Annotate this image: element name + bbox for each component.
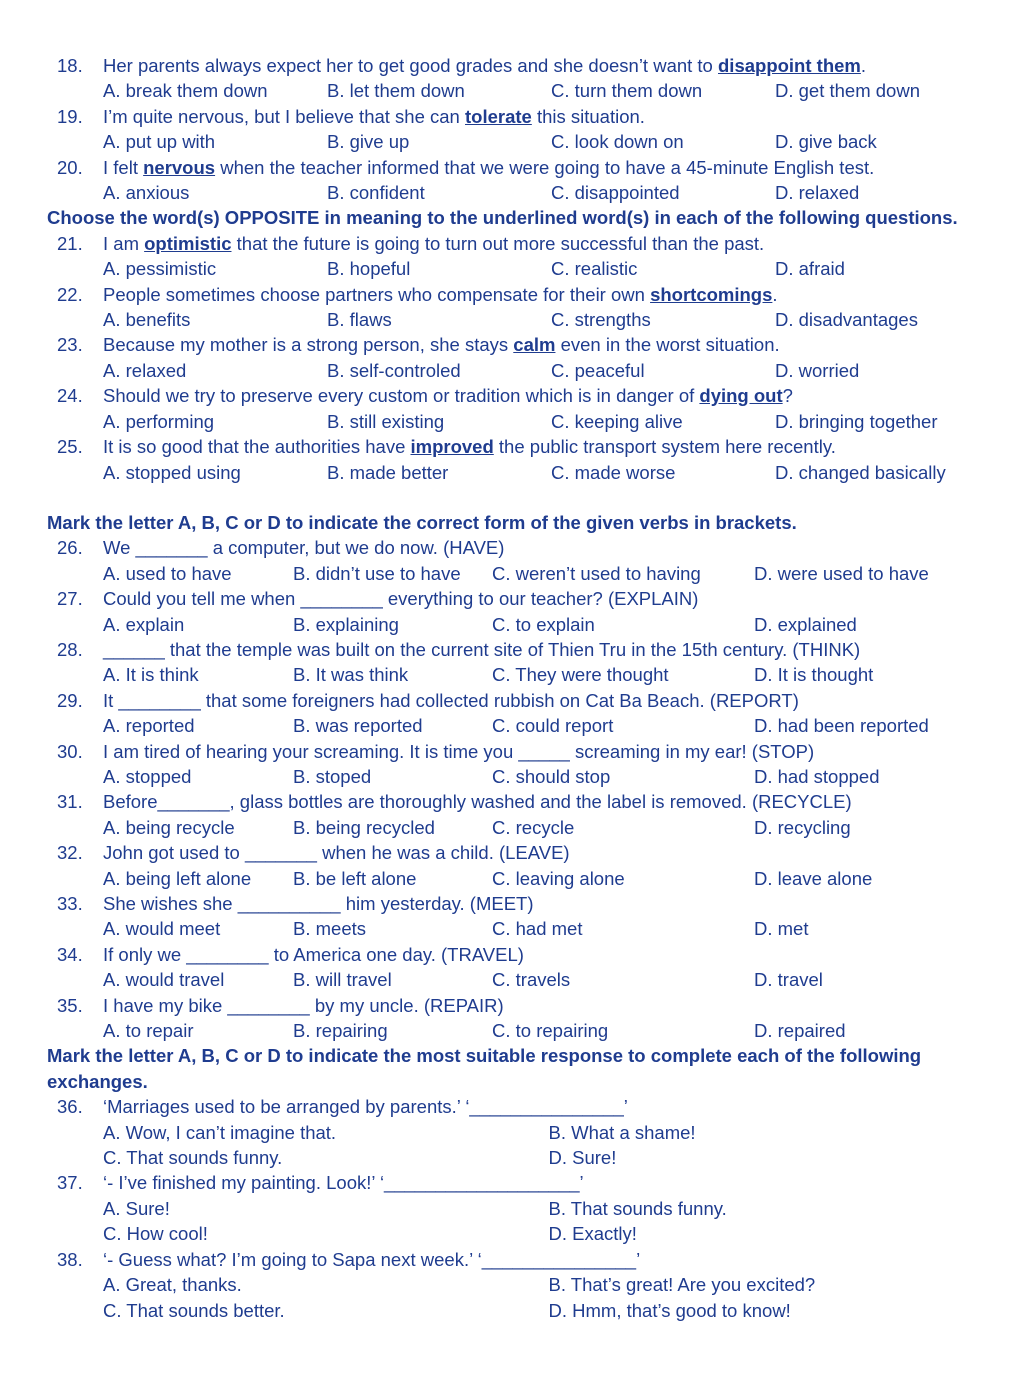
answer-option: A. would meet bbox=[103, 918, 221, 940]
answer-option: D. repaired bbox=[754, 1020, 846, 1042]
answer-option: B. still existing bbox=[327, 410, 445, 432]
stem-text: We _______ a computer, but we do now. (HAVE) bbox=[103, 537, 505, 559]
question-item bbox=[47, 637, 994, 688]
question-item bbox=[47, 586, 994, 637]
options-row bbox=[103, 1221, 994, 1246]
question-stem bbox=[103, 739, 994, 764]
answer-option: B. give up bbox=[327, 131, 410, 153]
options-row bbox=[103, 409, 994, 434]
answer-option: D. explained bbox=[754, 613, 857, 635]
question-number: 20. bbox=[57, 156, 83, 178]
answer-option: C. That sounds funny. bbox=[103, 1147, 283, 1169]
options-row bbox=[103, 866, 994, 891]
options-row bbox=[103, 764, 994, 789]
stem-text: Before_______, glass bottles are thoroughly washed and the label is removed. (RECYCLE) bbox=[103, 791, 852, 813]
options-row bbox=[103, 358, 994, 383]
question-item bbox=[47, 840, 994, 891]
question-stem bbox=[103, 231, 994, 256]
answer-option: B. That sounds funny. bbox=[548, 1197, 727, 1219]
answer-option: A. break them down bbox=[103, 80, 268, 102]
question-item bbox=[47, 535, 994, 586]
answer-option: C. leaving alone bbox=[492, 867, 625, 889]
stem-text-before: I felt bbox=[103, 156, 144, 178]
answer-option: D. recycling bbox=[754, 816, 851, 838]
stem-text-after: this situation. bbox=[531, 105, 645, 127]
question-number: 18. bbox=[57, 55, 83, 76]
question-item bbox=[47, 1170, 994, 1246]
question-number: 22. bbox=[57, 283, 83, 305]
question-item bbox=[47, 688, 994, 739]
answer-option: B. repairing bbox=[293, 1020, 388, 1042]
section-responses bbox=[47, 1094, 994, 1323]
underlined-word: calm bbox=[513, 334, 556, 356]
answer-option: A. used to have bbox=[103, 562, 232, 584]
answer-option: A. Sure! bbox=[103, 1197, 170, 1219]
question-stem bbox=[103, 104, 994, 129]
stem-text: ‘Marriages used to be arranged by parents.’ ‘_______________’ bbox=[103, 1096, 628, 1118]
stem-text: Could you tell me when ________ everything to our teacher? (EXPLAIN) bbox=[103, 588, 699, 610]
question-stem bbox=[103, 789, 994, 814]
question-item bbox=[47, 332, 994, 383]
answer-option: B. was reported bbox=[293, 715, 423, 737]
question-stem bbox=[103, 840, 994, 865]
answer-option: B. let them down bbox=[327, 80, 465, 102]
answer-option: D. changed basically bbox=[775, 461, 946, 483]
answer-option: C. strengths bbox=[551, 309, 651, 331]
question-item bbox=[47, 104, 994, 155]
answer-option: B. made better bbox=[327, 461, 449, 483]
answer-option: C. turn them down bbox=[551, 80, 703, 102]
answer-option: A. reported bbox=[103, 715, 195, 737]
question-stem bbox=[103, 942, 994, 967]
question-stem bbox=[103, 383, 994, 408]
answer-option: B. be left alone bbox=[293, 867, 417, 889]
section-gap bbox=[47, 485, 994, 510]
options-row bbox=[103, 713, 994, 738]
answer-option: C. How cool! bbox=[103, 1223, 208, 1245]
question-item bbox=[47, 53, 994, 104]
answer-option: D. give back bbox=[775, 131, 877, 153]
answer-option: B. hopeful bbox=[327, 258, 411, 280]
question-number: 33. bbox=[57, 893, 83, 914]
question-item bbox=[47, 1094, 994, 1170]
question-item bbox=[47, 434, 994, 485]
answer-option: B. That’s great! Are you excited? bbox=[548, 1274, 816, 1296]
options-row bbox=[103, 561, 994, 586]
question-stem bbox=[103, 1094, 994, 1119]
question-number: 34. bbox=[57, 943, 83, 965]
answer-option: C. travels bbox=[492, 969, 571, 991]
stem-text-after: even in the worst situation. bbox=[555, 334, 780, 356]
section-verb-forms bbox=[47, 535, 994, 1043]
question-item bbox=[47, 231, 994, 282]
options-row bbox=[103, 1298, 994, 1323]
answer-option: B. being recycled bbox=[293, 816, 435, 838]
question-stem bbox=[103, 993, 994, 1018]
underlined-word: disappoint them bbox=[718, 55, 861, 76]
question-number: 29. bbox=[57, 689, 83, 711]
answer-option: A. relaxed bbox=[103, 359, 187, 381]
answer-option: A. pessimistic bbox=[103, 258, 217, 280]
answer-option: A. performing bbox=[103, 410, 215, 432]
answer-option: C. look down on bbox=[551, 131, 684, 153]
answer-option: D. met bbox=[754, 918, 809, 940]
question-item bbox=[47, 1247, 994, 1323]
question-stem bbox=[103, 155, 994, 180]
answer-option: A. being left alone bbox=[103, 867, 252, 889]
question-number: 26. bbox=[57, 537, 83, 559]
question-item bbox=[47, 739, 994, 790]
answer-option: B. confident bbox=[327, 182, 425, 204]
underlined-word: shortcomings bbox=[650, 283, 773, 305]
stem-text-before: People sometimes choose partners who compensate for their own bbox=[103, 283, 651, 305]
answer-option: A. It is think bbox=[103, 664, 199, 686]
answer-option: C. recycle bbox=[492, 816, 575, 838]
underlined-word: nervous bbox=[143, 156, 216, 178]
underlined-word: improved bbox=[410, 436, 494, 458]
answer-option: C. realistic bbox=[551, 258, 638, 280]
question-stem bbox=[103, 688, 994, 713]
answer-option: D. Exactly! bbox=[548, 1223, 637, 1245]
question-stem bbox=[103, 53, 994, 78]
options-row bbox=[103, 916, 994, 941]
answer-option: A. stopped using bbox=[103, 461, 241, 483]
answer-option: C. disappointed bbox=[551, 182, 680, 204]
stem-text: I have my bike ________ by my uncle. (REPAIR) bbox=[103, 994, 504, 1016]
answer-option: C. weren’t used to having bbox=[492, 562, 701, 584]
stem-text-before: I am bbox=[103, 232, 145, 254]
answer-option: B. stoped bbox=[293, 765, 372, 787]
answer-option: A. being recycle bbox=[103, 816, 235, 838]
heading-responses: Mark the letter A, B, C or D to indicate the most suitable response to complete each of the following exchanges. bbox=[47, 1045, 922, 1092]
answer-option: D. Hmm, that’s good to know! bbox=[548, 1299, 791, 1321]
question-stem bbox=[103, 891, 994, 916]
answer-option: D. disadvantages bbox=[775, 309, 918, 331]
options-row bbox=[103, 180, 994, 205]
question-number: 30. bbox=[57, 740, 83, 762]
answer-option: A. benefits bbox=[103, 309, 191, 331]
answer-option: D. worried bbox=[775, 359, 860, 381]
underlined-word: dying out bbox=[699, 385, 783, 407]
stem-text-before: Her parents always expect her to get good grades and she doesn’t want to bbox=[103, 55, 718, 76]
options-row bbox=[103, 78, 994, 103]
answer-option: D. relaxed bbox=[775, 182, 860, 204]
heading-verb-forms: Mark the letter A, B, C or D to indicate the correct form of the given verbs in brackets. bbox=[47, 511, 797, 533]
question-number: 31. bbox=[57, 791, 83, 813]
question-item bbox=[47, 282, 994, 333]
answer-option: A. Wow, I can’t imagine that. bbox=[103, 1121, 337, 1143]
stem-text-after: that the future is going to turn out more successful than the past. bbox=[231, 232, 765, 254]
question-number: 24. bbox=[57, 385, 83, 407]
answer-option: B. self-controled bbox=[327, 359, 461, 381]
options-row bbox=[103, 460, 994, 485]
options-row bbox=[103, 1018, 994, 1043]
stem-text-after: . bbox=[860, 55, 867, 76]
heading-opposite: Choose the word(s) OPPOSITE in meaning to the underlined word(s) in each of the following questions. bbox=[47, 207, 958, 229]
answer-option: C. to explain bbox=[492, 613, 595, 635]
answer-option: C. peaceful bbox=[551, 359, 645, 381]
question-stem bbox=[103, 434, 994, 459]
stem-text: If only we ________ to America one day. (TRAVEL) bbox=[103, 943, 524, 965]
answer-option: B. It was think bbox=[293, 664, 409, 686]
question-number: 32. bbox=[57, 842, 83, 864]
question-item bbox=[47, 993, 994, 1044]
answer-option: B. will travel bbox=[293, 969, 392, 991]
answer-option: C. keeping alive bbox=[551, 410, 683, 432]
answer-option: B. meets bbox=[293, 918, 366, 940]
stem-text-before: It is so good that the authorities have bbox=[103, 436, 411, 458]
answer-option: A. Great, thanks. bbox=[103, 1274, 242, 1296]
question-item bbox=[47, 155, 994, 206]
answer-option: D. get them down bbox=[775, 80, 920, 102]
answer-option: C. to repairing bbox=[492, 1020, 609, 1042]
stem-text: She wishes she __________ him yesterday. (MEET) bbox=[103, 893, 534, 914]
question-stem bbox=[103, 586, 994, 611]
stem-text-after: . bbox=[772, 283, 778, 305]
options-row bbox=[103, 612, 994, 637]
stem-text-before: Should we try to preserve every custom or tradition which is in danger of bbox=[103, 385, 700, 407]
stem-text: John got used to _______ when he was a child. (LEAVE) bbox=[103, 842, 570, 864]
question-number: 37. bbox=[57, 1172, 83, 1194]
answer-option: B. explaining bbox=[293, 613, 399, 635]
answer-option: A. would travel bbox=[103, 969, 225, 991]
question-item bbox=[47, 383, 994, 434]
options-row bbox=[103, 815, 994, 840]
question-number: 27. bbox=[57, 588, 83, 610]
stem-text-after: the public transport system here recently. bbox=[493, 436, 836, 458]
answer-option: D. afraid bbox=[775, 258, 845, 280]
question-item bbox=[47, 942, 994, 993]
question-number: 38. bbox=[57, 1248, 83, 1270]
options-row bbox=[103, 307, 994, 332]
answer-option: D. bringing together bbox=[775, 410, 938, 432]
question-item bbox=[47, 891, 994, 942]
question-item bbox=[47, 789, 994, 840]
answer-option: D. It is thought bbox=[754, 664, 874, 686]
options-row bbox=[103, 129, 994, 154]
answer-option: B. flaws bbox=[327, 309, 392, 331]
options-row bbox=[103, 662, 994, 687]
answer-option: C. should stop bbox=[492, 765, 611, 787]
question-stem bbox=[103, 1170, 994, 1195]
answer-option: D. had stopped bbox=[754, 765, 880, 787]
stem-text-before: I’m quite nervous, but I believe that she can bbox=[103, 105, 465, 127]
question-stem bbox=[103, 332, 994, 357]
answer-option: C. made worse bbox=[551, 461, 676, 483]
stem-text: I am tired of hearing your screaming. It is time you _____ screaming in my ear! (STOP) bbox=[103, 740, 815, 762]
answer-option: C. had met bbox=[492, 918, 583, 940]
options-row bbox=[103, 1272, 994, 1297]
answer-option: A. anxious bbox=[103, 182, 190, 204]
answer-option: D. were used to have bbox=[754, 562, 929, 584]
stem-text: It ________ that some foreigners had collected rubbish on Cat Ba Beach. (REPORT) bbox=[103, 689, 799, 711]
underlined-word: optimistic bbox=[144, 232, 232, 254]
options-row bbox=[103, 256, 994, 281]
underlined-word: tolerate bbox=[465, 105, 532, 127]
answer-option: D. had been reported bbox=[754, 715, 929, 737]
answer-option: C. They were thought bbox=[492, 664, 669, 686]
answer-option: B. What a shame! bbox=[548, 1121, 696, 1143]
options-row bbox=[103, 1120, 994, 1145]
question-number: 19. bbox=[57, 105, 83, 127]
answer-option: D. leave alone bbox=[754, 867, 873, 889]
question-number: 36. bbox=[57, 1096, 83, 1118]
answer-option: A. to repair bbox=[103, 1020, 194, 1042]
answer-option: A. put up with bbox=[103, 131, 216, 153]
answer-option: A. explain bbox=[103, 613, 185, 635]
options-row bbox=[103, 967, 994, 992]
question-stem bbox=[103, 282, 994, 307]
question-stem bbox=[103, 637, 994, 662]
section-synonyms bbox=[47, 53, 994, 205]
options-row bbox=[103, 1196, 994, 1221]
answer-option: B. didn’t use to have bbox=[293, 562, 461, 584]
answer-option: A. stopped bbox=[103, 765, 192, 787]
stem-text: ‘- I’ve finished my painting. Look!’ ‘___________________’ bbox=[103, 1172, 584, 1194]
question-number: 28. bbox=[57, 638, 83, 660]
stem-text-after: when the teacher informed that we were going to have a 45-minute English test. bbox=[215, 156, 875, 178]
stem-text-before: Because my mother is a strong person, she stays bbox=[103, 334, 514, 356]
answer-option: C. could report bbox=[492, 715, 614, 737]
answer-option: D. travel bbox=[754, 969, 823, 991]
question-number: 23. bbox=[57, 334, 83, 356]
question-number: 25. bbox=[57, 436, 83, 458]
options-row bbox=[103, 1145, 994, 1170]
answer-option: C. That sounds better. bbox=[103, 1299, 285, 1321]
question-number: 21. bbox=[57, 232, 83, 254]
section-opposites bbox=[47, 231, 994, 485]
answer-option: D. Sure! bbox=[548, 1147, 617, 1169]
stem-text: ______ that the temple was built on the current site of Thien Tru in the 15th century. (THINK) bbox=[103, 638, 861, 660]
stem-text: ‘- Guess what? I’m going to Sapa next week.’ ‘_______________’ bbox=[103, 1248, 641, 1270]
question-number: 35. bbox=[57, 994, 83, 1016]
question-stem bbox=[103, 535, 994, 560]
question-stem bbox=[103, 1247, 994, 1272]
stem-text-after: ? bbox=[782, 385, 793, 407]
